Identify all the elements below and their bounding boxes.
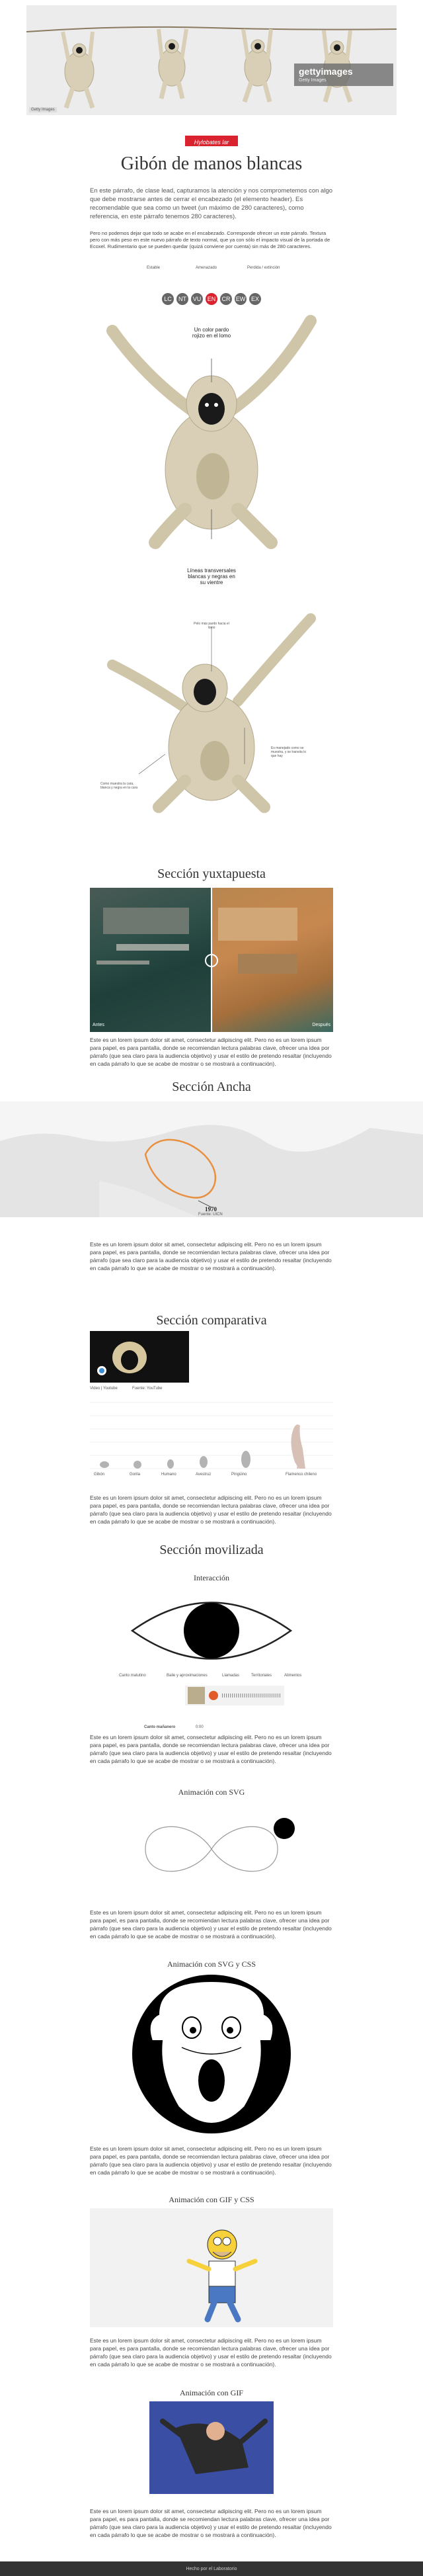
- animal-label: Flamenco chileno: [286, 1473, 317, 1477]
- gibbon2-note-left: Como muestra la cara, blanca y negra en la cara: [100, 782, 138, 790]
- hero-caption: Getty Images: [29, 107, 57, 112]
- paragraph-mobile-3: Este es un lorem ipsum dolor sit amet, consectetur adipiscing elit. Pero no es un lorem ipsum para papel, es para pantalla, donde se recomiendan lectura palabras clave, ofrecer una idea por párrafo (que sea claro para la audiencia objetivo) y usar el estilo de pretendo resaltar (incluyendo en cada párrafo lo que se acabe de mostrar o se mostrará a continuación).: [90, 2145, 332, 2176]
- section-title-wide: Sección Ancha: [172, 1080, 251, 1094]
- svg-animation: [119, 1799, 304, 1899]
- juxtapose-handle[interactable]: [205, 954, 218, 967]
- paragraph-mobile-4: Este es un lorem ipsum dolor sit amet, consectetur adipiscing elit. Pero no es un lorem ipsum para papel, es para pantalla, donde se recomiendan lectura palabras clave, ofrecer una idea por párrafo (que sea claro para la audiencia objetivo) y usar el estilo de pretendo resaltar (incluyendo en cada párrafo lo que se acabe de mostrar o se mostrará a continuación).: [90, 2337, 332, 2368]
- intro-paragraph: Pero no podemos dejar que todo se acabe en el encabezado. Corresponde ofrecer un este párrafo. Textura pero con más peso en este nuevo párrafo de texto normal, que ya con sólo el impacto visual de la portada de Ecoxel. Rudimentario que se pueden quedar (quizá conviene por cuenta) sin más de 280 caracteres.: [90, 230, 330, 249]
- eye-interactive[interactable]: [126, 1588, 297, 1674]
- gibbon1-label-bottom: Líneas transversales blancas y negras en su vientre: [187, 568, 236, 585]
- audio-player[interactable]: [185, 1686, 284, 1705]
- subtitle-svg-css: Animación con SVG y CSS: [167, 1959, 256, 1969]
- video-caption: Video | Youtube: [90, 1387, 118, 1391]
- subtitle-gif-css: Animación con GIF y CSS: [169, 2195, 254, 2204]
- legend-item[interactable]: Alimentos: [284, 1674, 302, 1678]
- scale-label-left: Estable: [147, 266, 161, 270]
- height-comparison: [90, 1396, 333, 1482]
- footer-text[interactable]: Hecho por el Laboratorio: [186, 2567, 237, 2571]
- paragraph-wide: Este es un lorem ipsum dolor sit amet, consectetur adipiscing elit. Pero no es un lorem ipsum para papel, es para pantalla, donde se recomiendan lectura palabras clave, ofrecer una idea por párrafo (que sea claro para la audiencia objetivo) y usar el estilo de pretendo resaltar (incluyendo en cada párrafo lo que se acabe de mostrar o se mostrará a continuación).: [90, 1241, 332, 1271]
- subtitle-gif: Animación con GIF: [180, 2388, 243, 2397]
- sat-image-after: [212, 888, 333, 1032]
- legend-item[interactable]: Baile y aproximaciones: [167, 1674, 208, 1678]
- section-title-compare: Sección comparativa: [156, 1313, 267, 1328]
- juxta-label-after: Después: [312, 1023, 330, 1027]
- gif-animation: [149, 2401, 274, 2494]
- animal-label: Pingüino: [231, 1473, 247, 1477]
- map-year-label: 1970: [205, 1206, 217, 1213]
- footer: [0, 2561, 423, 2576]
- range-map: [0, 1101, 423, 1217]
- scale-chip[interactable]: EX: [249, 293, 261, 305]
- scale-chip[interactable]: NT: [176, 293, 188, 305]
- paragraph-mobile-1: Este es un lorem ipsum dolor sit amet, consectetur adipiscing elit. Pero no es un lorem ipsum para papel, es para pantalla, donde se recomiendan lectura palabras clave, ofrecer una idea por párrafo (que sea claro para la audiencia objetivo) y usar el estilo de pretendo resaltar (incluyendo en cada párrafo lo que se acabe de mostrar o se mostrará a continuación).: [90, 1734, 332, 1764]
- section-title-juxtapose: Sección yuxtapuesta: [157, 867, 266, 881]
- section-title-mobile: Sección movilizada: [159, 1543, 264, 1557]
- scale-chip[interactable]: VU: [191, 293, 203, 305]
- juxta-label-before: Antes: [93, 1023, 104, 1027]
- juxtapose-slider[interactable]: [90, 888, 333, 1032]
- svg-css-animation: [112, 1975, 311, 2133]
- gif-css-animation: [90, 2208, 333, 2327]
- gibbon-photo: [26, 5, 397, 115]
- hero-image: [26, 5, 397, 115]
- kicker-badge: [185, 136, 238, 146]
- audio-thumbnail: [188, 1687, 205, 1704]
- animal-label: Avestruz: [196, 1473, 212, 1477]
- map-caption: Fuente: UICN: [198, 1213, 223, 1217]
- scale-chip[interactable]: LC: [162, 293, 174, 305]
- video-player[interactable]: [90, 1331, 189, 1383]
- play-button[interactable]: [209, 1691, 218, 1700]
- audio-label: Canto mañanero: [144, 1725, 176, 1729]
- legend-item[interactable]: Territoriales: [251, 1674, 272, 1678]
- watermark-credit: Getty Images: [299, 78, 327, 83]
- animal-label: Gorila: [130, 1473, 141, 1477]
- scale-chip[interactable]: CR: [220, 293, 232, 305]
- legend-item[interactable]: Canto matutino: [119, 1674, 146, 1678]
- audio-waveform[interactable]: [222, 1694, 280, 1697]
- gibbon2-note-top: Pelo más pardo hacia el lomo: [194, 622, 229, 630]
- sat-image-before: [90, 888, 212, 1032]
- animal-label: Humano: [161, 1473, 176, 1477]
- gibbon1-label-top: Un color pardo rojizo en el lomo: [192, 327, 231, 339]
- gibbon2-note-right: Es manejado como se muestra, y se transita lo que hay: [271, 746, 307, 758]
- kicker-text: Hylobates lar: [194, 139, 229, 146]
- paragraph-juxta: Este es un lorem ipsum dolor sit amet, consectetur adipiscing elit. Pero no es un lorem ipsum para papel, es para pantalla, donde se recomiendan lectura palabras clave, ofrecer una idea por párrafo (que sea claro para la audiencia objetivo) y usar el estilo de pretendo resaltar (incluyendo en cada párrafo lo que se acabe de mostrar o se mostrará a continuación).: [90, 1037, 332, 1067]
- video-source: Fuente: YouTube: [132, 1387, 163, 1391]
- interaction-legend: [111, 1674, 323, 1682]
- scale-chip-active[interactable]: EN: [206, 293, 217, 305]
- paragraph-mobile-2: Este es un lorem ipsum dolor sit amet, consectetur adipiscing elit. Pero no es un lorem ipsum para papel, es para pantalla, donde se recomiendan lectura palabras clave, ofrecer una idea por párrafo (que sea claro para la audiencia objetivo) y usar el estilo de pretendo resaltar (incluyendo en cada párrafo lo que se acabe de mostrar o se mostrará a continuación).: [90, 1909, 332, 1940]
- page-title: Gibón de manos blancas: [120, 153, 303, 174]
- subtitle-interaction: Interacción: [194, 1573, 229, 1582]
- paragraph-mobile-5: Este es un lorem ipsum dolor sit amet, consectetur adipiscing elit. Pero no es un lorem ipsum para papel, es para pantalla, donde se recomiendan lectura palabras clave, ofrecer una idea por párrafo (que sea claro para la audiencia objetivo) y usar el estilo de pretendo resaltar (incluyendo en cada párrafo lo que se acabe de mostrar o se mostrará a continuación).: [90, 2508, 332, 2538]
- scale-chip[interactable]: EW: [235, 293, 247, 305]
- subtitle-svg: Animación con SVG: [178, 1787, 245, 1797]
- scale-label-right: Perdida / extinción: [247, 266, 280, 270]
- gibbon-illustration-1: [93, 311, 330, 562]
- legend-item[interactable]: Llamadas: [222, 1674, 240, 1678]
- lede: En este párrafo, de clase lead, capturamos la atención y nos comprometemos con algo que debe mostrarse antes de cerrar el encabezado (el elemento header). Es recomendable que sea como un tweet (un máximo de 280 caracteres), como referencia, en este párrafo tenemos 280 caracteres).: [90, 187, 333, 220]
- watermark-brand: gettyimages: [299, 66, 353, 77]
- paragraph-compare: Este es un lorem ipsum dolor sit amet, consectetur adipiscing elit. Pero no es un lorem ipsum para papel, es para pantalla, donde se recomiendan lectura palabras clave, ofrecer una idea por párrafo (que sea claro para la audiencia objetivo) y usar el estilo de pretendo resaltar (incluyendo en cada párrafo lo que se acabe de mostrar o se mostrará a continuación).: [90, 1494, 332, 1525]
- scale-label-mid: Amenazado: [196, 266, 217, 270]
- audio-time: 0:00: [196, 1725, 204, 1729]
- animal-label: Gibón: [94, 1473, 105, 1477]
- conservation-scale: [145, 292, 278, 305]
